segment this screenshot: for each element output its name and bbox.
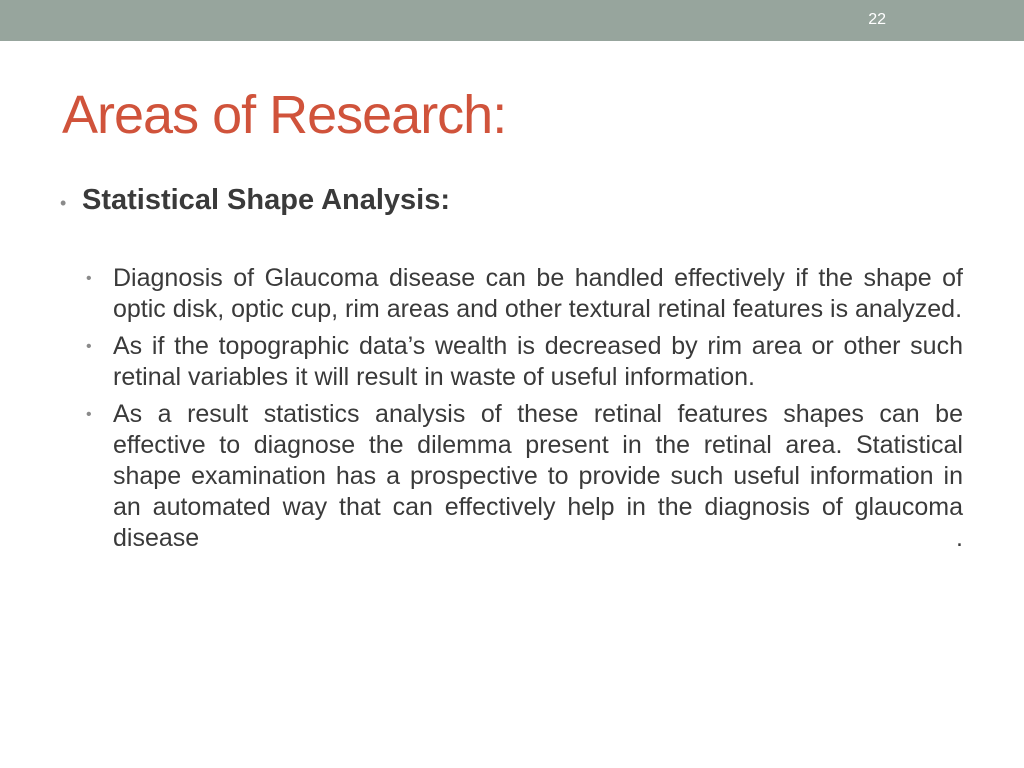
list-item-text: As if the topographic data’s wealth is decreased by rim area or other such retinal variables it will result in waste of useful information. (113, 332, 963, 391)
bullet-icon: • (86, 338, 92, 355)
bullet-icon: • (86, 270, 92, 287)
list-item (86, 263, 963, 325)
sub-bullet-list (86, 263, 963, 560)
list-item-text: As a result statistics analysis of these retinal features shapes can be effective to diagnose the dilemma present in the retinal area. Statistical shape examination has a prospective to provide such useful information in an automated way that can effectively help in the diagnosis of glaucoma disease (113, 400, 963, 552)
section-heading: Statistical Shape Analysis: (82, 184, 451, 216)
main-bullet (60, 184, 450, 217)
list-item-text: Diagnosis of Glaucoma disease can be handled effectively if the shape of optic disk, optic cup, rim areas and other textural retinal features is analyzed. (113, 264, 963, 323)
top-bar (0, 0, 1024, 41)
trailing-period: . (956, 524, 963, 552)
bullet-icon: • (60, 193, 67, 213)
list-item (86, 399, 963, 554)
slide-title: Areas of Research: (62, 85, 507, 145)
slide-number: 22 (868, 11, 886, 28)
bullet-icon: • (86, 406, 92, 423)
list-item-text-wrap (113, 399, 963, 554)
list-item (86, 331, 963, 393)
